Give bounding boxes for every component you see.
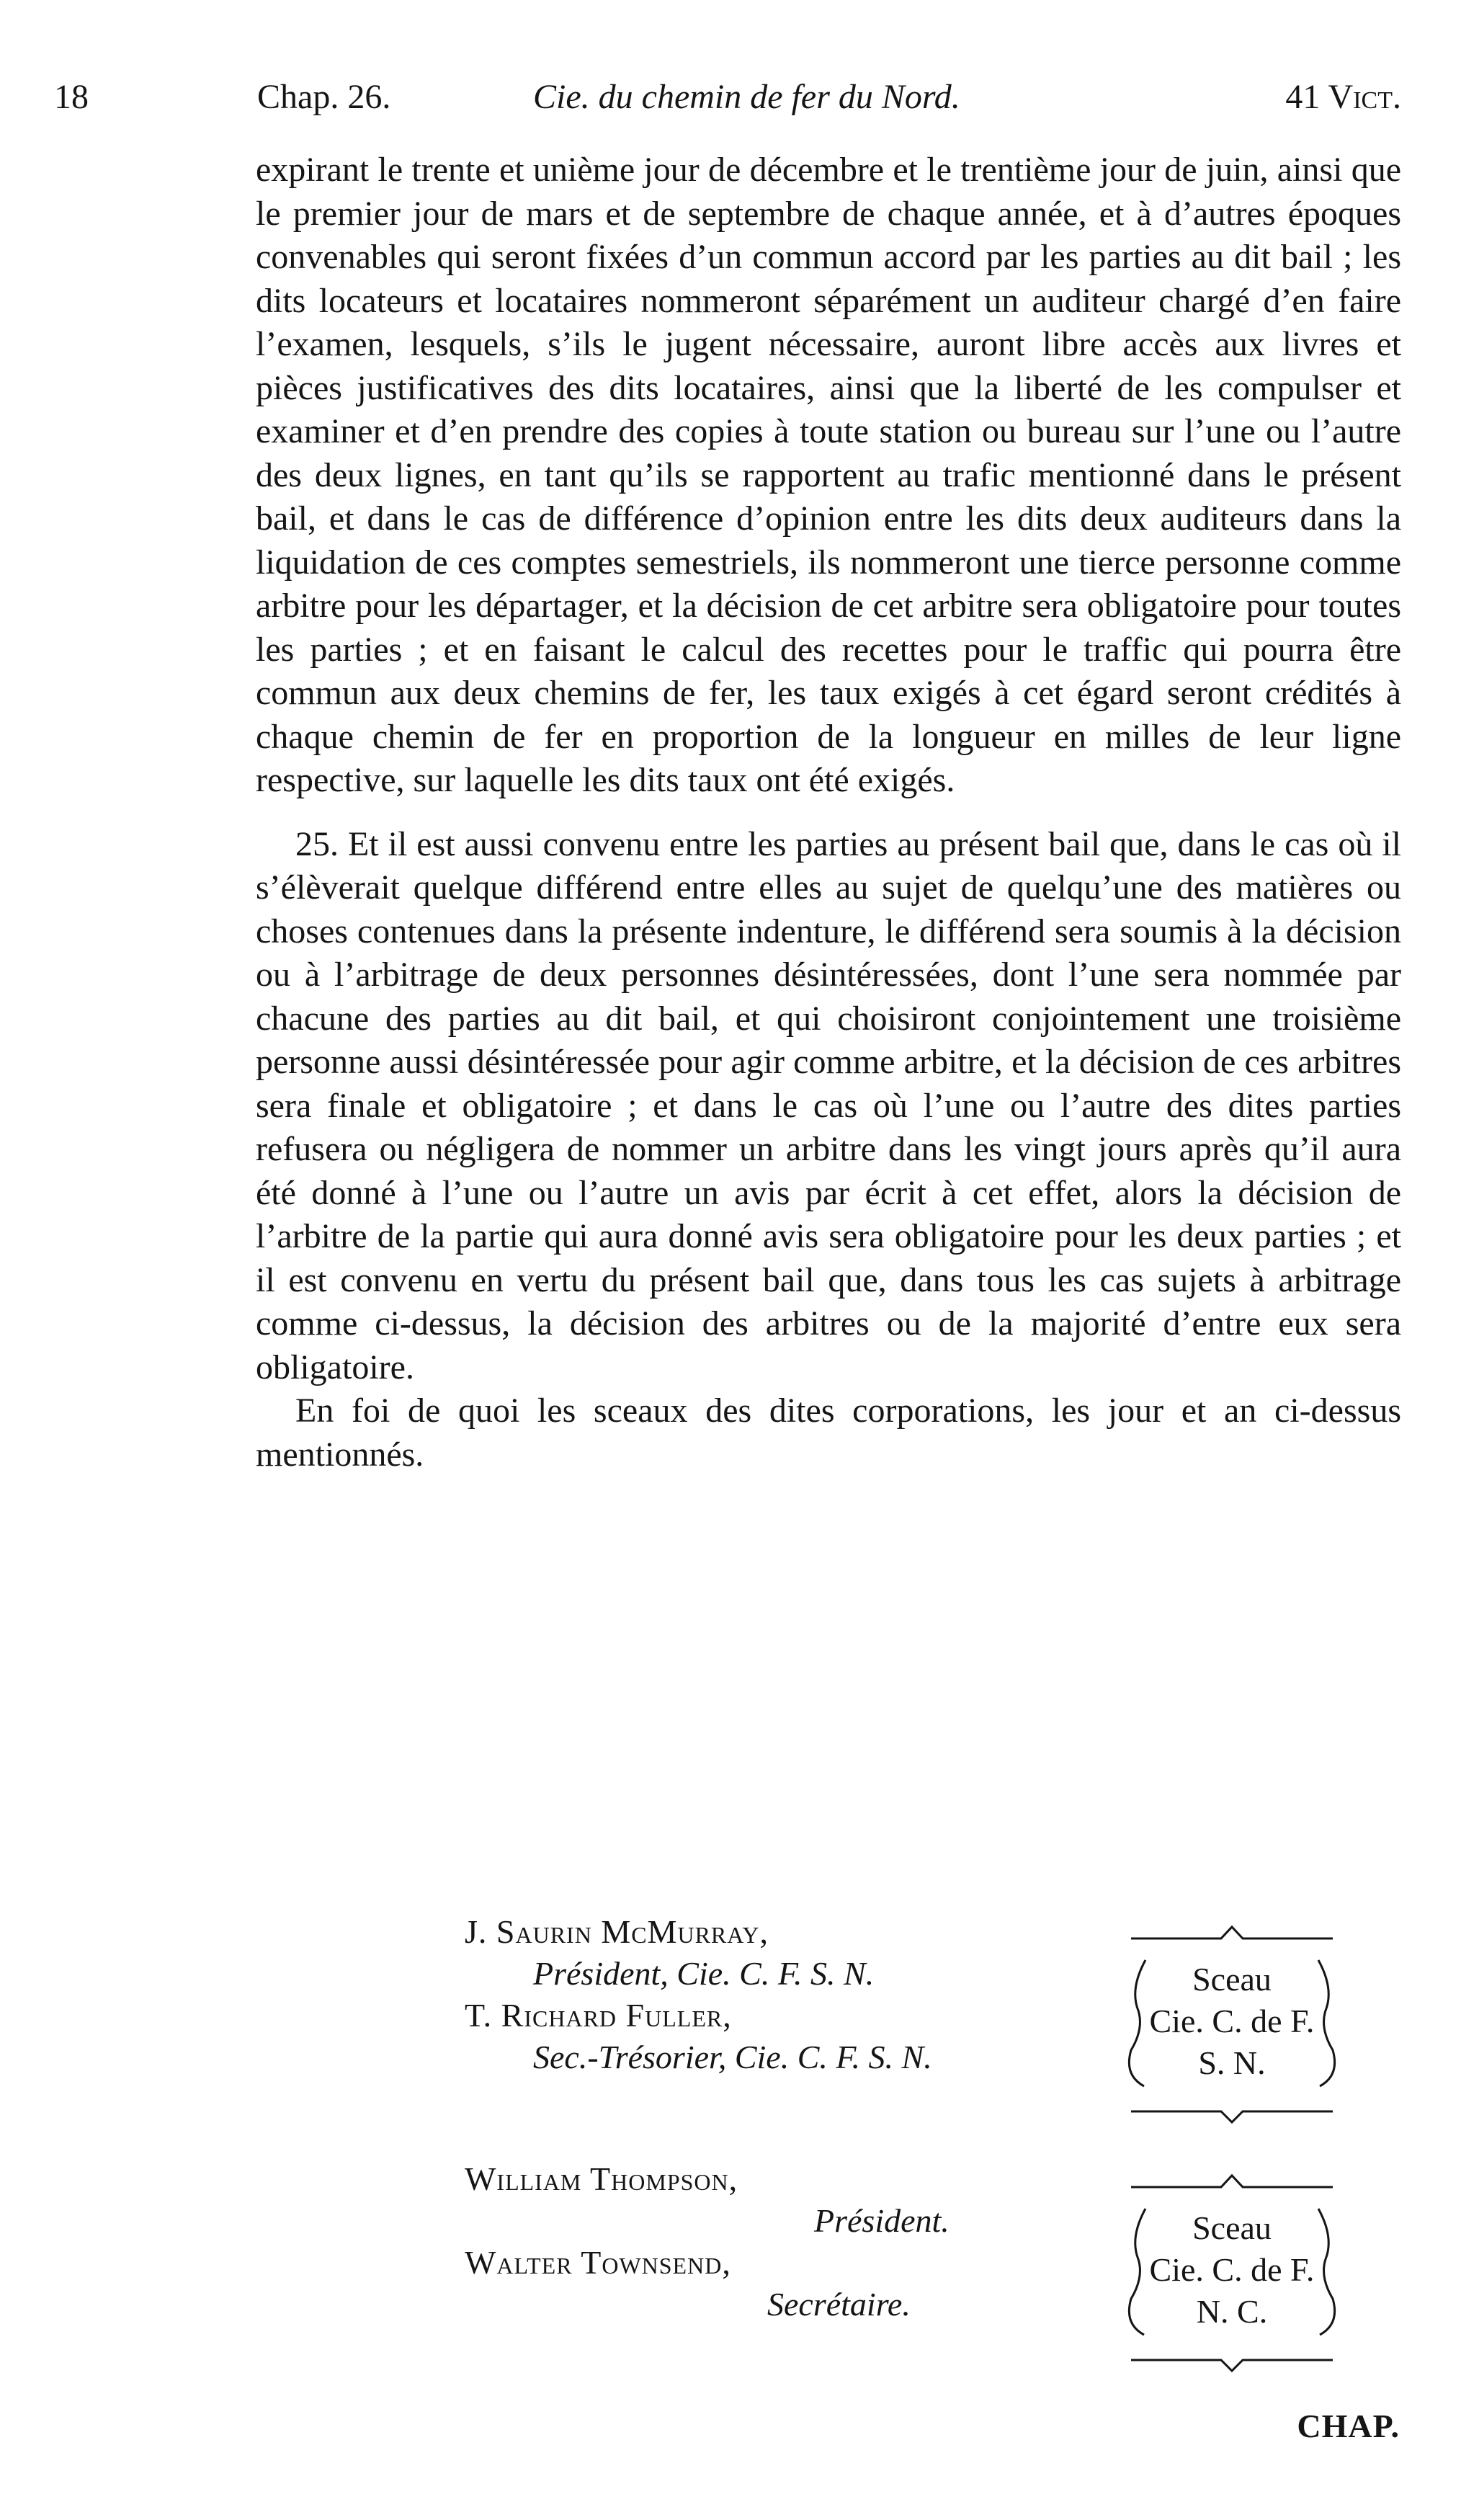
regnal-year: 41 Vict. (1285, 78, 1401, 116)
catchword: CHAP. (1297, 2408, 1400, 2444)
seal-line: N. C. (1196, 2293, 1268, 2330)
signatory-title: Président. (814, 2202, 950, 2239)
seal-line: S. N. (1198, 2044, 1266, 2081)
signatory-name: Walter Townsend, (465, 2244, 731, 2281)
seal-line: Cie. C. de F. (1149, 2251, 1315, 2288)
signatory-name: T. Richard Fuller, (465, 1997, 732, 2034)
corporate-seal-2 (1102, 2151, 1362, 2389)
signature-block-2 (465, 2158, 950, 2325)
body-text (256, 148, 1401, 1477)
running-header (54, 72, 1401, 123)
signatory-name: William Thompson, (465, 2160, 738, 2197)
corporate-seal-1 (1102, 1902, 1362, 2140)
signatory-title: Président, Cie. C. F. S. N. (533, 1955, 875, 1992)
seal-line: Cie. C. de F. (1149, 2003, 1315, 2039)
signatory-title: Secrétaire. (767, 2286, 911, 2323)
seal-line: Sceau (1192, 2209, 1272, 2246)
signature-block-1 (465, 1911, 932, 2078)
paragraph-section-25: 25. Et il est aussi convenu entre les parties au présent bail que, dans le cas où il s’élèverait quelque différend entre elles au sujet de quelqu’une des matières ou choses contenues dans la présente indenture, le différend sera soumis à la décision ou à l’arbitrage de deux personnes désintéressées, dont l’une sera nommée par chacune des parties au dit bail, et qui choisiront conjointement une troisième personne aussi désintéressée pour agir comme arbitre, et la décision de ces arbitres sera finale et obligatoire ; et dans le cas où l’une ou l’autre des dites parties refusera ou négligera de nommer un arbitre dans les vingt jours après qu’il aura été donné à l’une ou l’autre un avis par écrit à cet effet, alors la décision de l’arbitre de la partie qui aura donné avis sera obligatoire pour les deux parties ; et il est convenu en vertu du présent bail que, dans tous les cas sujets à arbitrage comme ci-dessus, la décision des arbitres ou de la majorité d’entre eux sera obligatoire. (256, 824, 1401, 1386)
signatory-title: Sec.-Trésorier, Cie. C. F. S. N. (533, 2039, 932, 2075)
page-number: 18 (54, 78, 89, 116)
paragraph-testimonium: En foi de quoi les sceaux des dites corporations, les jour et an ci-dessus mentionnés. (256, 1392, 1401, 1474)
paragraph-continued: expirant le trente et unième jour de décembre et le trentième jour de juin, ainsi que le premier jour de mars et de septembre de chaque année, et à d’autres époques convenables qui seront fixées d’un commun accord par les parties au dit bail ; les dits locateurs et locataires nommeront séparément un auditeur chargé d’en faire l’examen, lesquels, s’ils le jugent nécessaire, auront libre accès aux livres et pièces justificatives des dits locataires, ainsi que la liberté de les compulser et examiner et d’en prendre des copies à toute station ou bureau sur l’une ou l’autre des deux lignes, en tant qu’ils se rapportent au trafic mentionné dans le présent bail, et dans le cas de différence d’opinion entre les dits deux auditeurs dans la liquidation de ces comptes semestriels, ils nommeront une tierce personne comme arbitre pour les départager, et la décision de cet arbitre sera obligatoire pour toutes les parties ; et en faisant le calcul des recettes pour le traffic qui pourra être commun aux deux chemins de fer, les taux exigés à cet égard seront crédités à chaque chemin de fer en proportion de la longueur en milles de leur ligne respective, sur laquelle les dits taux ont été exigés. (256, 151, 1401, 799)
running-title: Cie. du chemin de fer du Nord. (533, 78, 960, 116)
seal-line: Sceau (1192, 1961, 1272, 1998)
signatory-name: J. Saurin McMurray, (465, 1913, 769, 1950)
chapter-label: Chap. 26. (257, 78, 391, 116)
